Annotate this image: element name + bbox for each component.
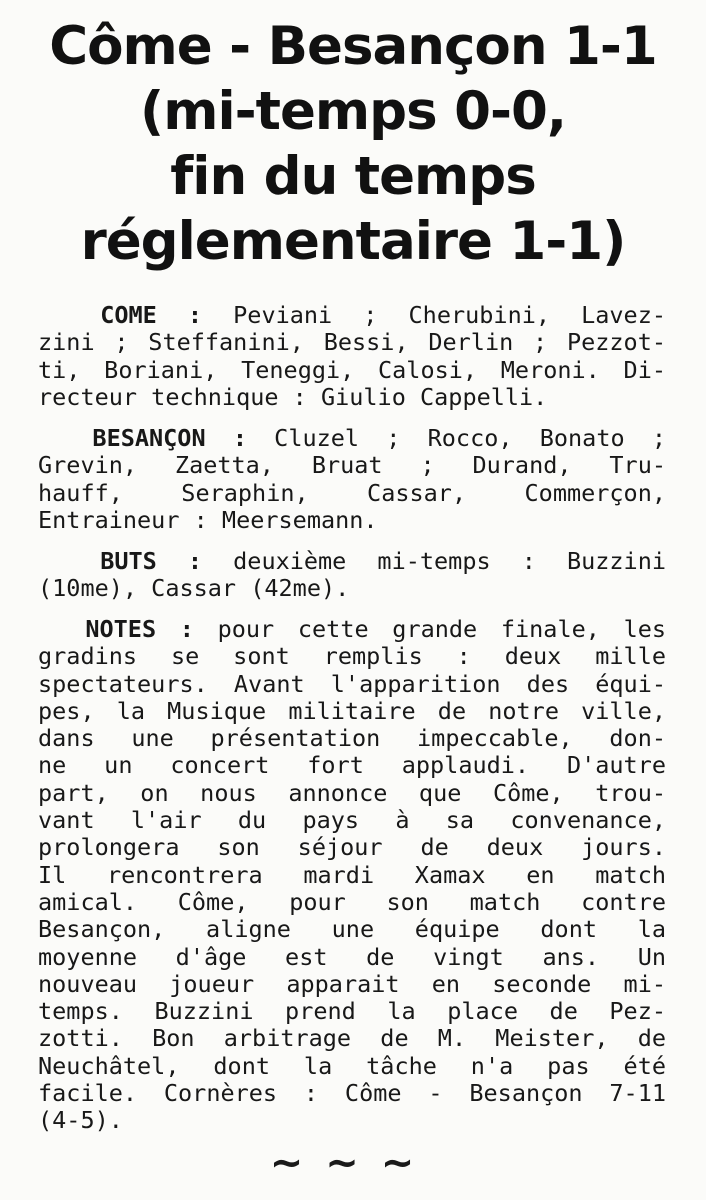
paragraph-text: Cluzel ; Rocco, Bonato ; — [246, 424, 666, 452]
paragraph-line: Il rencontrera mardi Xamax en match — [38, 860, 666, 889]
paragraph-line — [38, 616, 666, 643]
paragraph-line: temps. Buzzini prend la place de Pez- — [38, 997, 666, 1026]
paragraph-line: (4-5). — [38, 1106, 123, 1135]
paragraph-line: Besançon, aligne une équipe dont la — [38, 915, 666, 944]
paragraph-line: ne un concert fort applaudi. D'autre — [38, 751, 666, 780]
paragraph-line: Neuchâtel, dont la tâche n'a pas été — [38, 1051, 666, 1080]
paragraph-line: facile. Cornères : Côme - Besançon 7-11 — [38, 1079, 666, 1108]
paragraph-line: Entraineur : Meersemann. — [38, 505, 378, 534]
headline-line: (mi-temps 0-0, — [140, 81, 566, 142]
paragraph-line: ti, Boriani, Teneggi, Calosi, Meroni. Di- — [38, 355, 666, 384]
paragraph-line: recteur technique : Giulio Cappelli. — [38, 382, 548, 411]
paragraph-line: dans une présentation impeccable, don- — [38, 724, 666, 753]
team-label-besancon: BESANÇON : — [92, 424, 247, 452]
lineup-come-paragraph — [38, 302, 666, 411]
paragraph-line: amical. Côme, pour son match contre — [38, 887, 666, 916]
headline — [22, 14, 684, 274]
headline-line: réglementaire 1-1) — [80, 211, 626, 272]
notes-paragraph — [38, 616, 666, 1135]
team-label-come: COME : — [100, 301, 203, 329]
paragraph-line: zotti. Bon arbitrage de M. Meister, de — [38, 1024, 666, 1053]
paragraph-line: (10me), Cassar (42me). — [38, 574, 350, 603]
headline-line: Côme - Besançon 1-1 — [49, 16, 657, 77]
paragraph-text: pour cette grande finale, les — [193, 615, 667, 643]
paragraph-line: spectateurs. Avant l'apparition des équi- — [38, 669, 666, 698]
paragraph-line: nouveau joueur apparait en seconde mi- — [38, 969, 666, 998]
paragraph-text: Peviani ; Cherubini, Lavez- — [202, 301, 666, 329]
paragraph-line: moyenne d'âge est de vingt ans. Un — [38, 942, 666, 971]
paragraph-line — [38, 302, 666, 329]
ornament-separator: ~~~ — [269, 1140, 437, 1186]
paragraph-line: hauff, Seraphin, Cassar, Commerçon, — [38, 478, 666, 507]
paragraph-line: gradins se sont remplis : deux mille — [38, 642, 666, 671]
headline-line: fin du temps — [170, 146, 536, 207]
paragraph-line: vant l'air du pays à sa convenance, — [38, 806, 666, 835]
paragraph-text: deuxième mi-temps : Buzzini — [202, 547, 666, 575]
lineup-besancon-paragraph — [38, 425, 666, 534]
paragraph-line: part, on nous annonce que Côme, trou- — [38, 778, 666, 807]
paragraph-line: prolongera son séjour de deux jours. — [38, 833, 666, 862]
paragraph-line: pes, la Musique militaire de notre ville, — [38, 696, 666, 725]
goals-label: BUTS : — [100, 547, 203, 575]
paragraph-line: zini ; Steffanini, Bessi, Derlin ; Pezzot- — [38, 328, 666, 357]
paragraph-line — [38, 425, 666, 452]
paragraph-line: Grevin, Zaetta, Bruat ; Durand, Tru- — [38, 451, 666, 480]
notes-label: NOTES : — [85, 615, 194, 643]
goals-paragraph — [38, 548, 666, 603]
paragraph-line — [38, 548, 666, 575]
